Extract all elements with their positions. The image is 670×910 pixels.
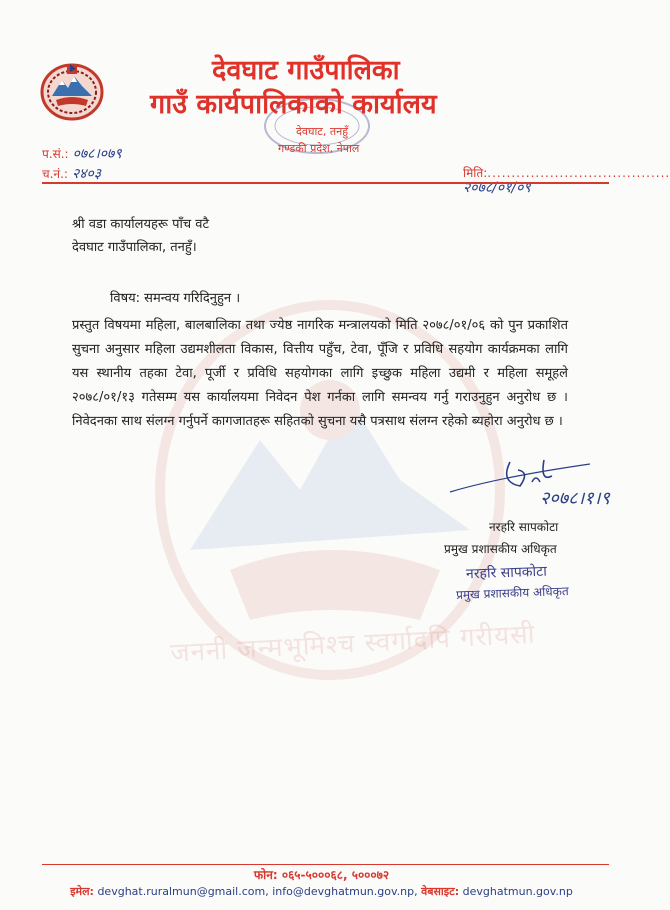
handwritten-signature [440, 452, 610, 522]
date-value: २०७८/०१/०९ [463, 180, 531, 196]
reference-ps [42, 144, 122, 163]
stamp-name: नरहरि सापकोटा [465, 563, 548, 583]
website-value[interactable]: devghatmun.gov.np [462, 885, 573, 898]
stamp-title: प्रमुख प्रशासकीय अधिकृत [455, 584, 569, 602]
signature-date: २०७८।१।९ [540, 488, 610, 509]
address-line-2: गण्डकी प्रदेश, नेपाल [278, 142, 360, 155]
footer-divider [42, 864, 609, 865]
footer-phone: फोन: ०६५-५०००६८, ५०००७२ [253, 868, 390, 882]
email-value[interactable]: devghat.ruralmun@gmail.com, info@devghatmun.gov.np, [97, 885, 418, 898]
signatory-title: प्रमुख प्रशासकीय अधिकृत [444, 542, 557, 556]
watermark-motto: जननी जन्मभूमिश्च स्वर्गादपि गरीयसी [169, 619, 537, 669]
office-name: गाउँ कार्यपालिकाको कार्यालय [150, 89, 437, 120]
date-dots: ...................................... [487, 166, 670, 180]
letter-subject: विषय: समन्वय गरिदिनुहुन । [110, 291, 241, 306]
signatory-name: नरहरि सापकोटा [489, 520, 559, 534]
website-label: वेबसाइट: [421, 885, 460, 898]
cn-label: च.नं.: [42, 167, 68, 181]
cn-value: २४०३ [71, 166, 102, 182]
ps-value: ०७८।०७९ [72, 146, 122, 162]
municipality-name: देवघाट गाउँपालिका [212, 55, 400, 86]
header-divider [42, 182, 609, 184]
email-label: इमेल: [70, 885, 94, 898]
reference-cn [42, 164, 101, 183]
recipient-line-1: श्री वडा कार्यालयहरू पाँच वटै [72, 217, 210, 232]
letter-body: प्रस्तुत विषयमा महिला, बालबालिका तथा ज्येष्ठ नागरिक मन्त्रालयको मिति २०७८/०१/०६ को पुन प्रकाशित सुचना अनुसार महिला उद्यमशीलता विकास, वित्तीय पहुँच, टेवा, पूँजि र प्रविधि सहयोग कार्यक्रमका लागि यस स्थानीय तहका टेवा, पूर्जी र प्रविधि सहयोगका लागि इच्छुक महिला उद्यमी र महिला समूहले २०७८/०१/१३ गतेसम्म यस कार्यालयमा निवेदन पेश गर्नका लागि समन्वय गर्नु गराउनुहुन अनुरोध छ । निवेदनका साथ संलग्न गर्नुपर्ने कागजातहरू सहितको सुचना यसै पत्रसाथ संलग्न रहेको ब्यहोरा अनुरोध छ । [72, 318, 568, 429]
recipient-line-2: देवघाट गाउँपालिका, तनहुँ। [72, 240, 197, 255]
footer-contact [0, 884, 643, 899]
nepal-emblem-icon [40, 60, 104, 120]
date-label: मिति: [463, 166, 488, 180]
ps-label: प.सं.: [42, 147, 69, 161]
address-line-1: देवघाट, तनहुँ [296, 125, 349, 138]
